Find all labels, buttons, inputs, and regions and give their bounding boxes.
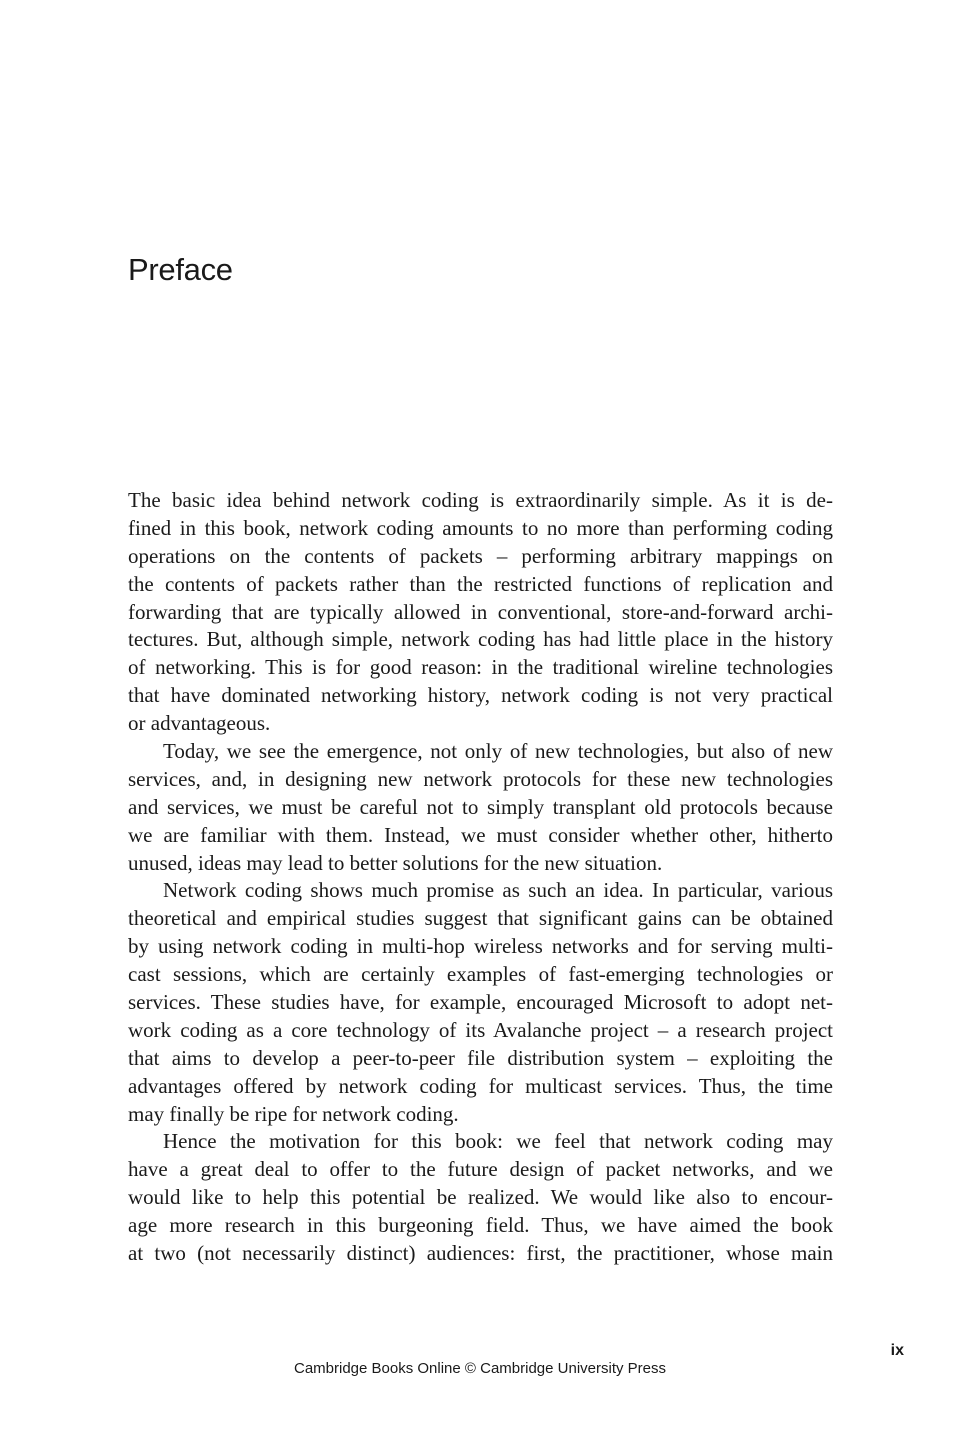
text-line: fined in this book, network coding amounts to no more than performing coding xyxy=(128,515,833,540)
text-line: that aims to develop a peer-to-peer file distribution system – exploiting the xyxy=(128,1045,833,1070)
preface-body xyxy=(128,487,833,1268)
text-line: at two (not necessarily distinct) audiences: first, the practitioner, whose main xyxy=(128,1241,833,1266)
text-line: Hence the motivation for this book: we feel that network coding may xyxy=(163,1129,833,1154)
text-line: would like to help this potential be realized. We would like also to encour- xyxy=(128,1185,833,1210)
text-line: The basic idea behind network coding is extraordinarily simple. As it is de- xyxy=(128,488,833,512)
text-line: advantages offered by network coding for multicast services. Thus, the time xyxy=(128,1073,833,1098)
text-line: have a great deal to offer to the future design of packet networks, and we xyxy=(128,1157,833,1182)
text-line: work coding as a core technology of its Avalanche project – a research project xyxy=(128,1017,833,1042)
text-line: cast sessions, which are certainly examples of fast-emerging technologies or xyxy=(128,962,833,987)
text-line: unused, ideas may lead to better solutions for the new situation. xyxy=(128,850,663,875)
text-line: Today, we see the emergence, not only of new technologies, but also of new xyxy=(163,739,833,764)
text-line: of networking. This is for good reason: in the traditional wireline technologies xyxy=(128,655,833,680)
text-line: theoretical and empirical studies suggest that significant gains can be obtained xyxy=(128,906,833,931)
text-line: services, and, in designing new network protocols for these new technologies xyxy=(128,766,833,791)
text-line: may finally be ripe for network coding. xyxy=(128,1101,459,1126)
text-line: tectures. But, although simple, network coding has had little place in the history xyxy=(128,627,833,652)
text-line: age more research in this burgeoning field. Thus, we have aimed the book xyxy=(128,1213,833,1238)
text-line: operations on the contents of packets – performing arbitrary mappings on xyxy=(128,543,833,568)
footer-credit: Cambridge Books Online © Cambridge University Press xyxy=(293,1360,667,1377)
text-line: the contents of packets rather than the restricted functions of replication and xyxy=(128,571,833,596)
text-line: Network coding shows much promise as such an idea. In particular, various xyxy=(163,878,833,903)
page-title: Preface xyxy=(128,252,233,287)
text-line: that have dominated networking history, network coding is not very practical xyxy=(128,683,833,708)
text-line: forwarding that are typically allowed in conventional, store-and-forward archi- xyxy=(128,599,833,624)
page-number: ix xyxy=(890,1342,904,1359)
text-line: we are familiar with them. Instead, we must consider whether other, hitherto xyxy=(128,822,833,847)
text-line: or advantageous. xyxy=(128,711,271,736)
text-line: services. These studies have, for example, encouraged Microsoft to adopt net- xyxy=(128,990,833,1015)
text-line: by using network coding in multi-hop wireless networks and for serving multi- xyxy=(128,934,833,959)
text-line: and services, we must be careful not to simply transplant old protocols because xyxy=(128,794,833,819)
